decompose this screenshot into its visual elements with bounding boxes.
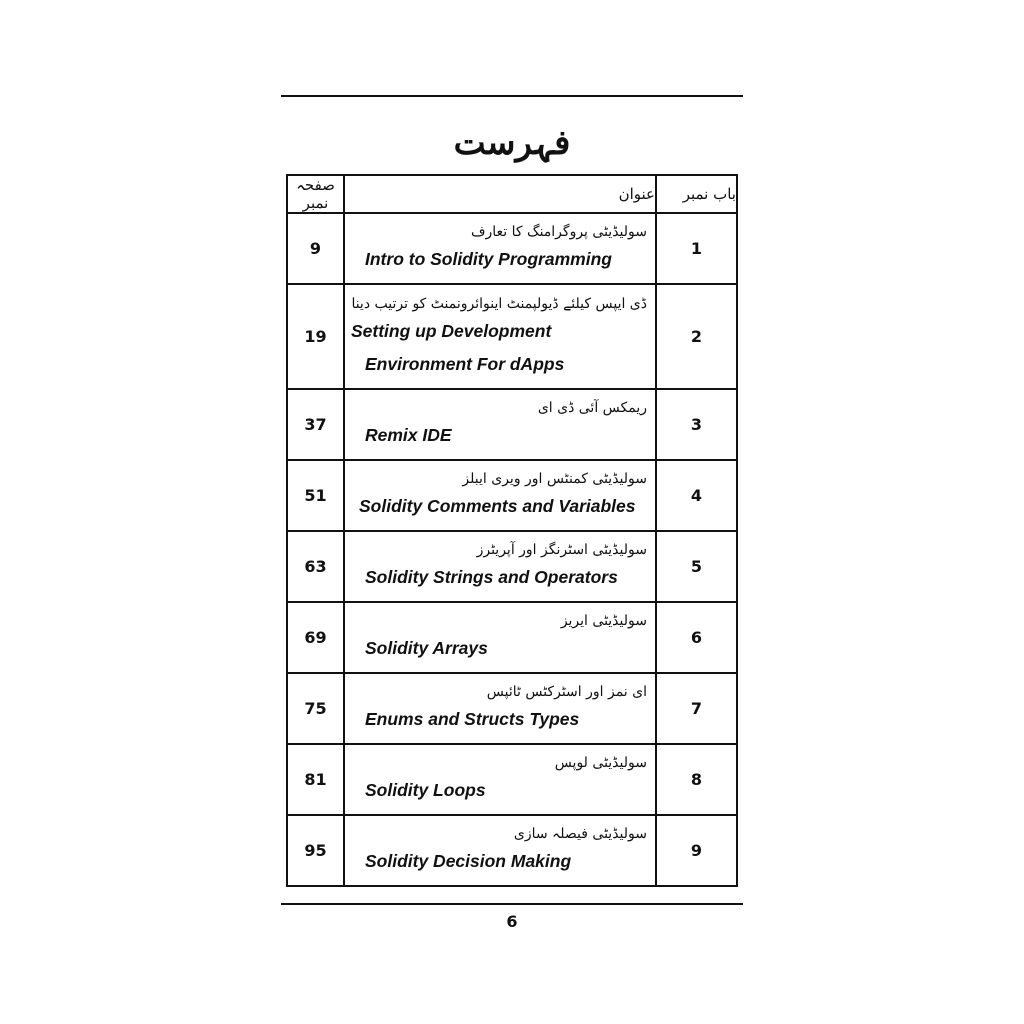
table-row [287, 744, 737, 815]
chapter-number: 2 [656, 284, 737, 389]
table-row [287, 602, 737, 673]
english-title-line-2: Environment For dApps [365, 353, 565, 374]
table-row [287, 673, 737, 744]
table-of-contents [286, 174, 738, 887]
english-title: Remix IDE [365, 425, 452, 445]
header-chapter-number: باب نمبر [656, 175, 737, 213]
header-page-number: صفحہ نمبر [287, 175, 344, 213]
chapter-title [344, 389, 656, 460]
urdu-title: سولیڈیٹی فیصلہ سازی [513, 826, 647, 842]
chapter-number: 6 [656, 602, 737, 673]
english-title: Solidity Strings and Operators [365, 567, 618, 587]
chapter-title [344, 744, 656, 815]
chapter-title [344, 673, 656, 744]
english-title-line-1: Setting up Development [351, 320, 552, 341]
table-row [287, 389, 737, 460]
urdu-title: سولیڈیٹی کمنٹس اور ویری ایبلز [462, 471, 647, 487]
urdu-title: ای نمز اور اسٹرکٹس ٹائپس [486, 684, 647, 700]
chapter-number: 3 [656, 389, 737, 460]
header-title: عنوان [344, 175, 656, 213]
page-number: 37 [287, 389, 344, 460]
toc-body [287, 213, 737, 886]
page-number: 81 [287, 744, 344, 815]
top-rule [281, 95, 743, 97]
chapter-number: 4 [656, 460, 737, 531]
chapter-title [344, 284, 656, 389]
chapter-number: 8 [656, 744, 737, 815]
header-row [287, 175, 737, 213]
page-number: 69 [287, 602, 344, 673]
chapter-number: 1 [656, 213, 737, 284]
urdu-title: سولیڈیٹی اسٹرنگز اور آپریٹرز [476, 542, 647, 558]
page-number-footer: 6 [506, 912, 518, 931]
english-title: Solidity Decision Making [365, 851, 572, 871]
english-title: Enums and Structs Types [365, 709, 580, 729]
table-row [287, 460, 737, 531]
english-title: Solidity Arrays [365, 638, 488, 658]
page-number: 95 [287, 815, 344, 886]
table-row [287, 284, 737, 389]
urdu-title: ڈی ایپس کیلئے ڈیولپمنٹ اینوائرونمنٹ کو ترتیب دینا [351, 295, 647, 312]
table-row [287, 815, 737, 886]
chapter-title [344, 531, 656, 602]
chapter-title [344, 602, 656, 673]
page-number: 63 [287, 531, 344, 602]
page-number: 75 [287, 673, 344, 744]
bottom-rule [281, 903, 743, 905]
english-title: Solidity Loops [365, 780, 486, 800]
page-number: 51 [287, 460, 344, 531]
chapter-number: 9 [656, 815, 737, 886]
page-number: 19 [287, 284, 344, 389]
table-row [287, 531, 737, 602]
chapter-title [344, 213, 656, 284]
chapter-title [344, 460, 656, 531]
english-title: Intro to Solidity Programming [365, 249, 612, 269]
table-row [287, 213, 737, 284]
page-title: فہرست [453, 123, 571, 163]
urdu-title: ریمکس آئی ڈی ای [537, 400, 647, 416]
urdu-title: سولیڈیٹی ایریز [560, 613, 647, 629]
chapter-title [344, 815, 656, 886]
page-number: 9 [287, 213, 344, 284]
chapter-number: 5 [656, 531, 737, 602]
urdu-title: سولیڈیٹی پروگرامنگ کا تعارف [471, 224, 647, 240]
english-title: Solidity Comments and Variables [359, 496, 636, 516]
urdu-title: سولیڈیٹی لوپس [554, 755, 647, 771]
chapter-number: 7 [656, 673, 737, 744]
